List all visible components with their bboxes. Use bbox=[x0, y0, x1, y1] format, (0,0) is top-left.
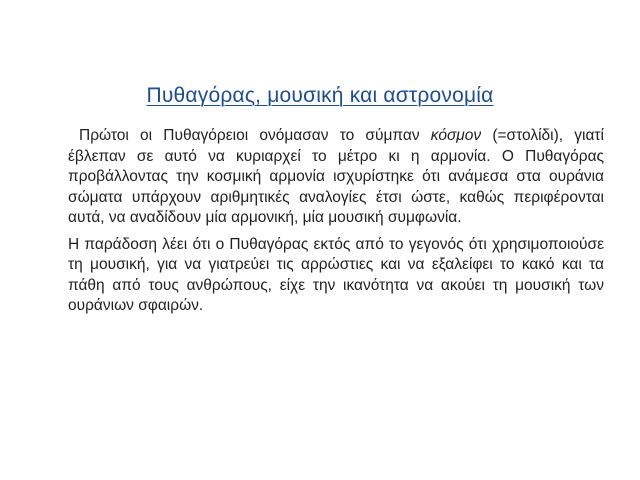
paragraph-1-emphasis: κόσμον bbox=[430, 127, 482, 144]
paragraph-1-text-before: Πρώτοι οι Πυθαγόρειοι ονόμασαν το σύμπαν bbox=[79, 127, 431, 144]
paragraph-2: Η παράδοση λέει ότι ο Πυθαγόρας εκτός από το γεγονός ότι χρησιμοποιούσε τη μουσική, για να γιατρεύει τις αρρώστιες και να εξαλείφει το κακό και τα πάθη από τους ανθρώπους, είχε την ικανότητα να ακούει τη μουσική των ουράνιων σφαιρών. bbox=[68, 235, 604, 314]
paragraph-1 bbox=[68, 126, 604, 229]
paragraph-1-text-after: (=στολίδι), γιατί έβλεπαν σε αυτό να κυριαρχεί το μέτρο κι η αρμονία. Ο Πυθαγόρας προβάλλοντας την κοσμική αρμονία ισχυρίστηκε ότι ανάμεσα στα ουράνια σώματα υπάρχουν αριθμητικές αναλογίες έτσι ώστε, καθώς περιφέρονται αυτά, να αναδίδουν μία αρμονική, μία μουσική συμφωνία. bbox=[68, 127, 604, 226]
slide-title: Πυθαγόρας, μουσική και αστρονομία bbox=[146, 84, 494, 107]
slide-body bbox=[68, 126, 604, 323]
